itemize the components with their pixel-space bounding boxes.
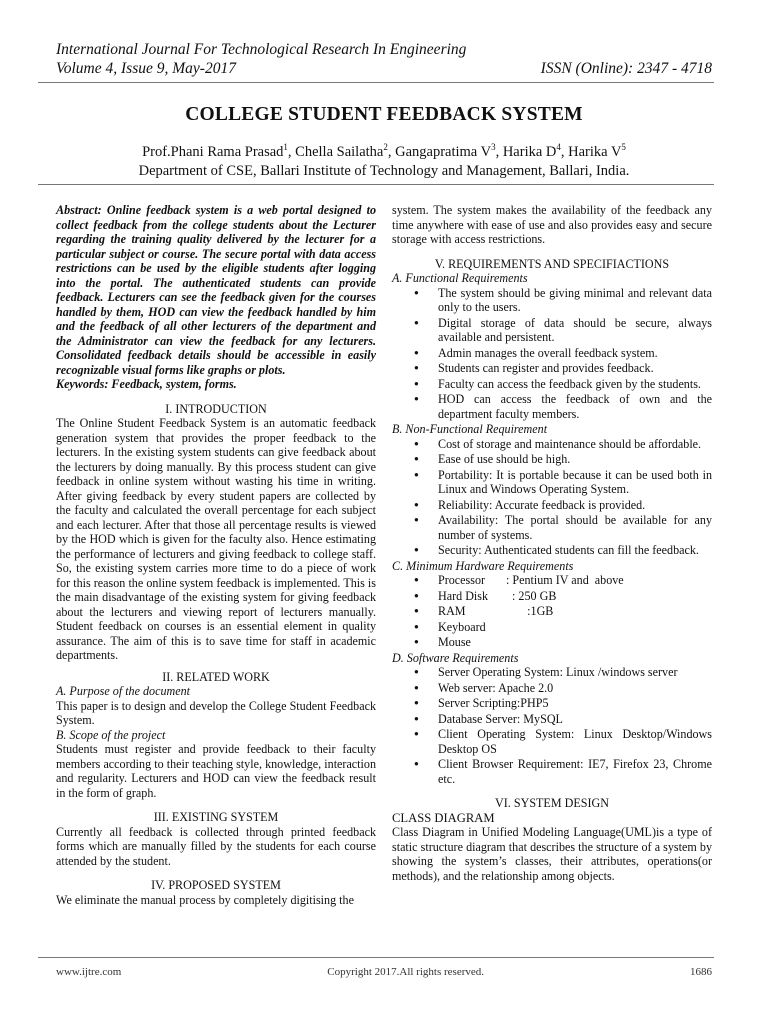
journal-name: International Journal For Technological Research In Engineering: [56, 41, 467, 58]
list-item: ● Database Server: MySQL: [392, 712, 712, 727]
hw-name: ● Mouse: [438, 635, 471, 649]
hw-value: : Pentium IV and above: [506, 573, 624, 587]
scope-text: Students must register and provide feedback to their faculty members according to their teaching style, knowledge, interaction and regularity. Lecturers and HOD can view the feedback result in the form of graph.: [56, 742, 376, 800]
existing-system-text: Currently all feedback is collected through printed feedback forms which are manually filled by the students for each course attended by the student.: [56, 824, 376, 868]
section-heading-requirements: V. REQUIREMENTS AND SPECIFIACTIONS: [434, 256, 670, 271]
author-affiliation-mark: 3: [491, 142, 496, 152]
hw-name: ● RAM: [438, 604, 466, 618]
nonfunctional-list: [392, 437, 712, 558]
page-number: 1686: [689, 966, 712, 978]
list-item: [392, 635, 712, 650]
proposed-system-text: We eliminate the manual process by completely digitising the: [56, 892, 354, 907]
author-affiliation-mark: 5: [621, 142, 626, 152]
list-item: ● Portability: It is portable because it can be used both in Linux and Windows Operating System.: [392, 468, 712, 497]
author-name: Gangapratima V: [395, 143, 492, 160]
subsection-heading-nonfunctional: B. Non-Functional Requirement: [392, 422, 548, 436]
journal-header: [56, 40, 712, 78]
list-item: [392, 573, 712, 588]
footer-site: www.ijtre.com: [56, 966, 122, 978]
author-name: Chella Sailatha: [295, 143, 384, 160]
abstract: Abstract: Online feedback system is a web portal designed to collect feedback from the college students about the Lecturer regarding the training quality delivered by the lecturer for a particular subject or course. The secure portal with data access restrictions can be used by the eligible students after logging into the portal. The authenticated students can provide feedback. Lecturers can see the feedback given for the courses handled by them, HOD can view the feedback handled by him and the feedback of all other lecturers of the department and the Administrator can view the feedback for any lecturers. Consolidated feedback details should be accessible in easily recognizable visual forms like graphs or plots.: [56, 203, 376, 377]
list-item: ● Reliability: Accurate feedback is provided.: [392, 498, 712, 513]
list-item: ● Security: Authenticated students can fill the feedback.: [392, 543, 712, 558]
list-item: ● Cost of storage and maintenance should be affordable.: [392, 437, 712, 452]
subsection-heading-purpose: A. Purpose of the document: [56, 684, 191, 698]
section-heading-proposed-system: IV. PROPOSED SYSTEM: [151, 878, 281, 892]
header-divider: [38, 82, 714, 83]
list-item: ● HOD can access the feedback of own and the department faculty members.: [392, 392, 712, 421]
hw-name: ● Processor: [438, 573, 486, 587]
functional-list: [392, 286, 712, 422]
list-item: ● Client Browser Requirement: IE7, Firefox 23, Chrome etc.: [392, 757, 712, 786]
author-separator: ,: [495, 143, 503, 160]
journal-volume: Volume 4, Issue 9, May-2017: [56, 60, 236, 77]
list-item: ● Ease of use should be high.: [392, 452, 712, 467]
title-divider: [38, 184, 714, 185]
list-item: ● The system should be giving minimal and relevant data only to the users.: [392, 286, 712, 315]
author-block: [0, 138, 768, 181]
subsection-heading-class-diagram: CLASS DIAGRAM: [392, 810, 495, 825]
hw-value: : 250 GB: [506, 588, 557, 603]
class-diagram-text: Class Diagram in Unified Modeling Language(UML)is a type of static structure diagram that describes the structure of a system by showing the system’s classes, their attributes, operations(or methods), and the relationship among objects.: [392, 825, 712, 883]
list-item: ● Students can register and provides feedback.: [392, 361, 712, 376]
list-item: ● Web server: Apache 2.0: [392, 681, 712, 696]
purpose-text: This paper is to design and develop the College Student Feedback System.: [56, 698, 376, 727]
footer-copyright: Copyright 2017.All rights reserved.: [327, 966, 484, 978]
journal-issn: ISSN (Online): 2347 - 4718: [540, 60, 712, 77]
subsection-heading-functional: A. Functional Requirements: [392, 271, 528, 285]
author-name: Harika V: [568, 143, 622, 160]
hw-name: ● Hard Disk: [438, 588, 489, 603]
subsection-heading-hardware: C. Minimum Hardware Requirements: [392, 558, 574, 573]
author-name: Prof.Phani Rama Prasad: [142, 143, 284, 160]
list-item: [392, 604, 712, 619]
continued-text: system. The system makes the availability of the feedback any time anywhere with ease of use and also provides easy and secure storage with access restrictions.: [392, 203, 712, 246]
author-affiliation-mark: 4: [556, 142, 561, 152]
list-item: ● Digital storage of data should be secure, always available and persistent.: [392, 316, 712, 345]
section-heading-introduction: I. INTRODUCTION: [165, 401, 267, 416]
author-affiliation-mark: 2: [383, 142, 388, 152]
left-column: [56, 203, 376, 907]
list-item: ● Server Scripting:PHP5: [392, 696, 712, 711]
list-item: ● Faculty can access the feedback given by the students.: [392, 377, 712, 392]
hw-value: :1GB: [506, 604, 554, 618]
section-heading-related-work: II. RELATED WORK: [162, 669, 270, 684]
software-list: [392, 665, 712, 786]
list-item: ● Admin manages the overall feedback system.: [392, 346, 712, 361]
list-item: [392, 589, 712, 604]
list-item: [392, 620, 712, 635]
list-item: ● Availability: The portal should be available for any number of systems.: [392, 513, 712, 542]
affiliation: Department of CSE, Ballari Institute of Technology and Management, Ballari, India.: [138, 162, 630, 179]
paper-title: COLLEGE STUDENT FEEDBACK SYSTEM: [185, 104, 583, 125]
footer-divider: [38, 957, 714, 958]
author-separator: ,: [387, 143, 396, 160]
author-separator: ,: [560, 143, 569, 160]
list-item: ● Server Operating System: Linux /windows server: [392, 665, 712, 680]
introduction-text: The Online Student Feedback System is an automatic feedback generation system that provides the proper feedback to the lecturers. In the existing system students can give feedback about the lecturers by doing manually. By this process student can give feedback in online system without wasting his time in writing. After giving feedback by every student papers are collected by the faculty and calculated the overall percentage for each subject and each lecturer. After that those all percentage results is viewed by the HOD which is given for the faculty also. Hence estimating the performance of lecturers and giving feedback to college staff. So, the existing system carries more time to do a piece of work for this reason the online system feedback is implemented. This is the main disadvantage of the existing system for giving feedback about the lecturers and viewing report of lecturers manually. Student feedback on courses is an essential element in quality assurance. The aim of this is to save time for staff in academic departments.: [56, 416, 376, 662]
right-column: [392, 203, 712, 883]
keywords: Keywords: Feedback, system, forms.: [56, 377, 237, 391]
author-affiliation-mark: 1: [283, 142, 288, 152]
hw-name: ● Keyboard: [438, 619, 486, 634]
author-separator: ,: [287, 143, 296, 160]
section-heading-system-design: VI. SYSTEM DESIGN: [495, 796, 609, 810]
author-name: Harika D: [502, 143, 557, 160]
section-heading-existing-system: III. EXISTING SYSTEM: [153, 810, 279, 824]
journal-meta: [56, 59, 712, 78]
subsection-heading-scope: B. Scope of the project: [56, 727, 166, 742]
page-footer: [56, 966, 712, 978]
author-list: [0, 138, 768, 162]
list-item: ● Client Operating System: Linux Desktop/Windows Desktop OS: [392, 727, 712, 756]
hardware-list: [392, 573, 712, 650]
subsection-heading-software: D. Software Requirements: [392, 650, 519, 665]
